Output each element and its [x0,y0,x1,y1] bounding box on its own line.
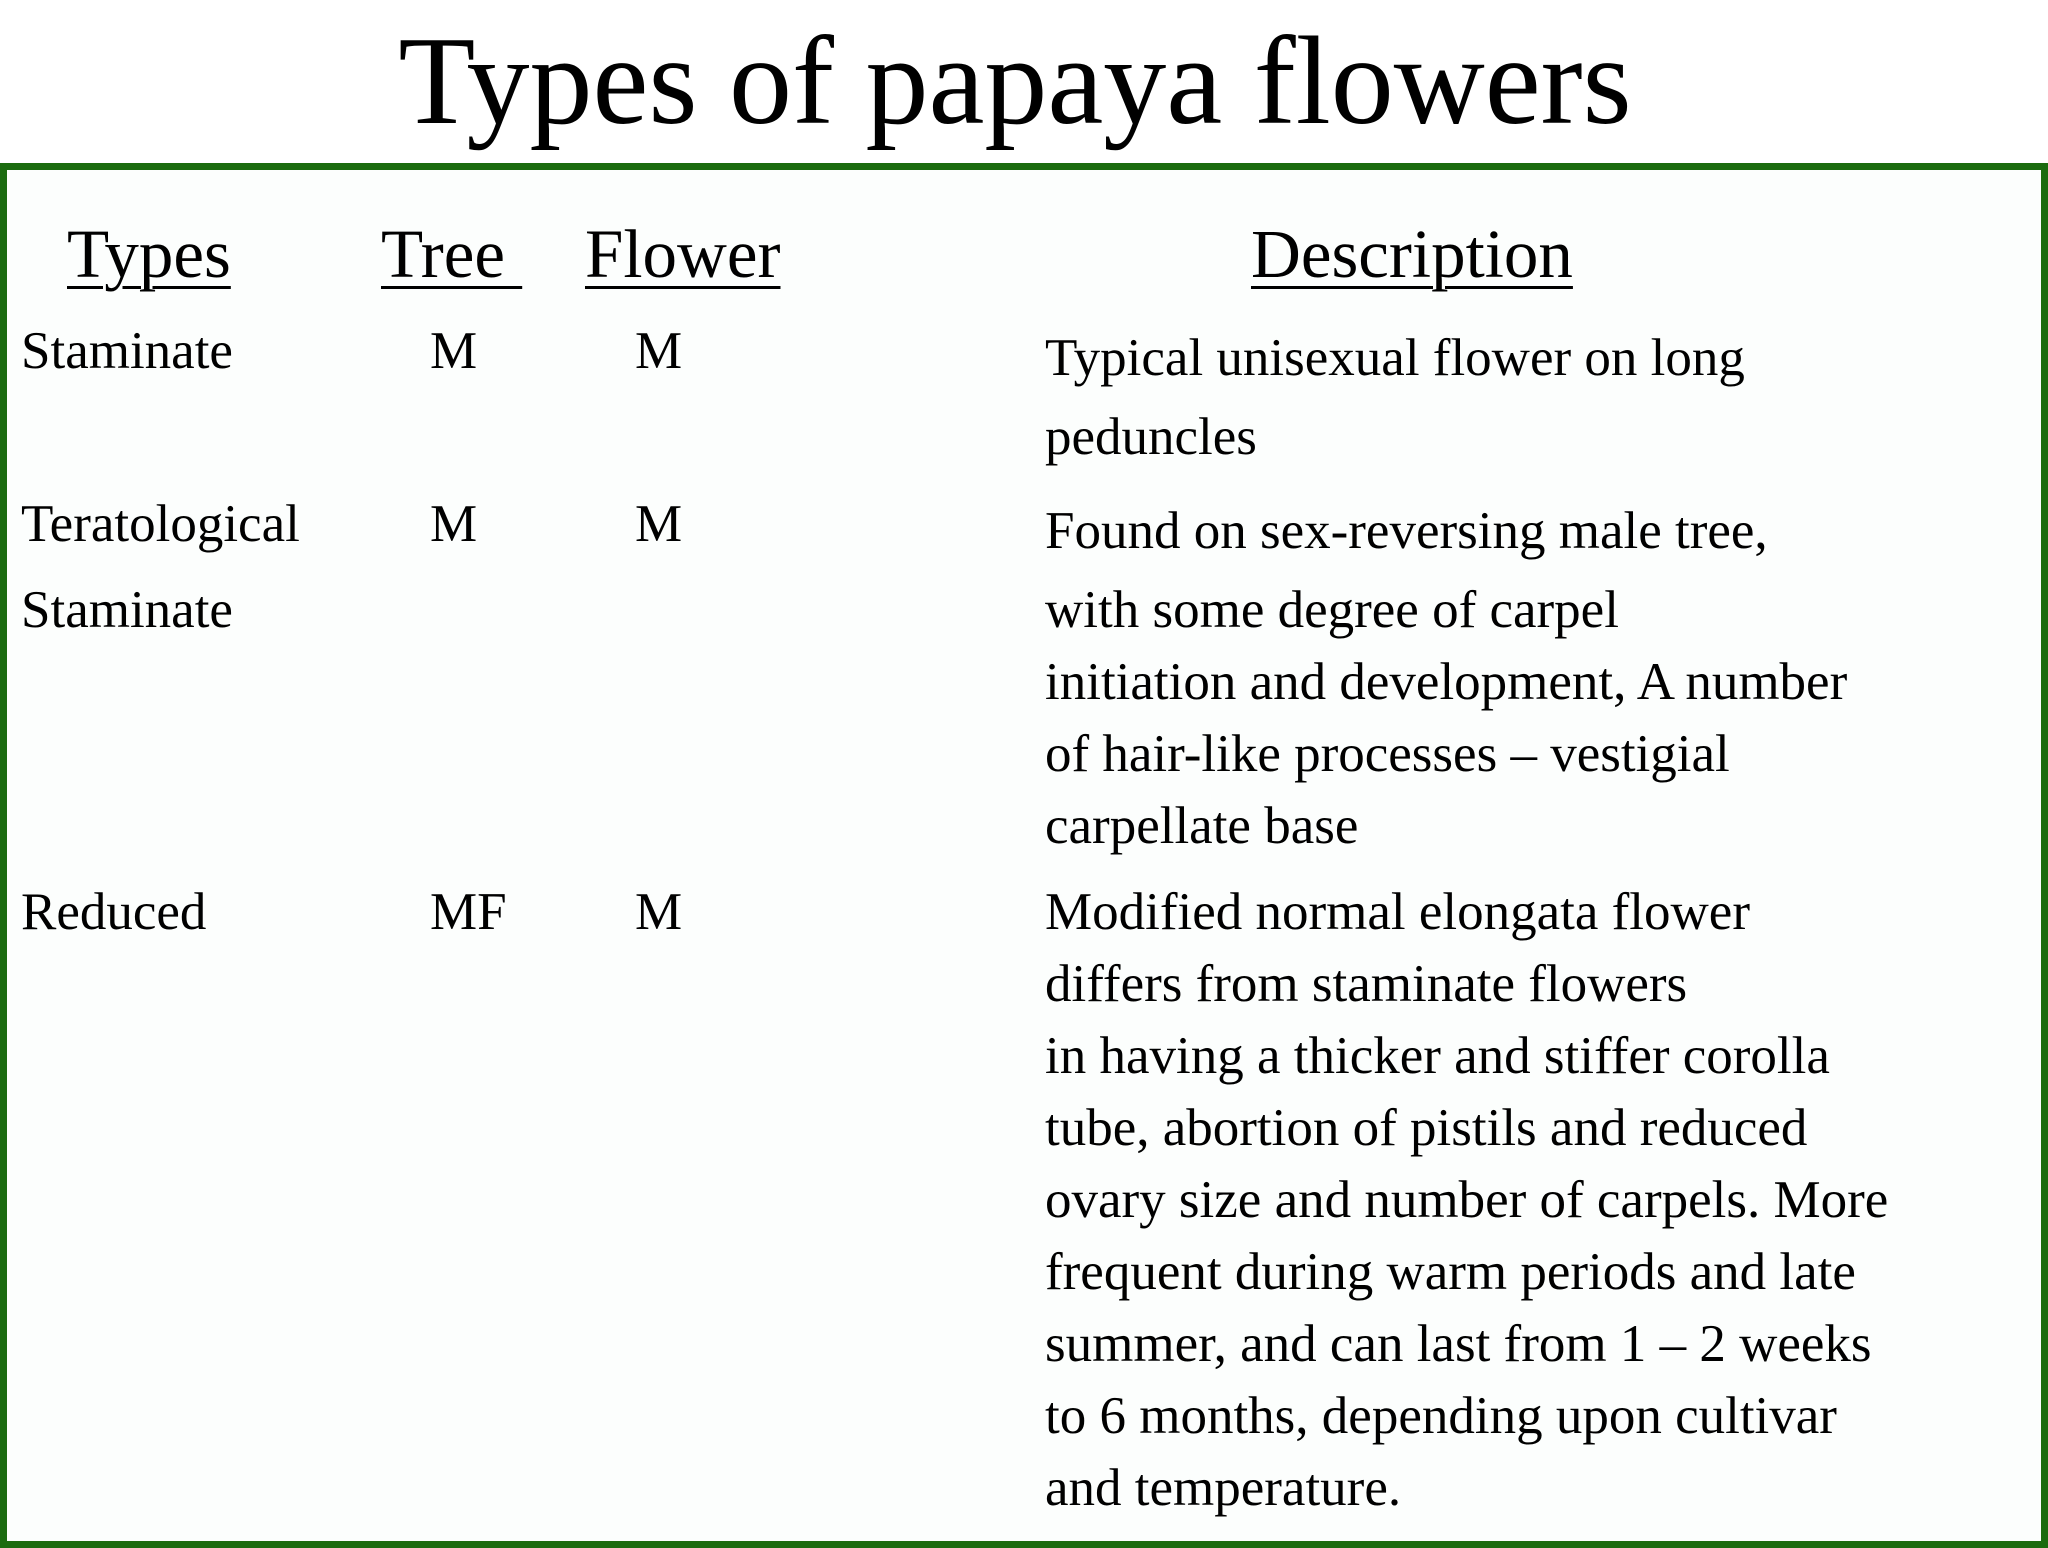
table-row-1-type: Staminate [21,322,233,380]
description-line: peduncles [1045,408,1257,466]
table-row-1-description [1045,315,1745,473]
table-row-1-tree: M [430,322,478,380]
table-row-3-type: Reduced [21,883,207,941]
description-line: differs from staminate flowers [1045,955,1688,1013]
description-line: to 6 months, depending upon cultivar [1045,1387,1837,1445]
table-frame [0,163,2048,1548]
column-header-types: Types [67,216,231,292]
description-line: in having a thicker and stiffer corolla [1045,1027,1830,1085]
table-row-3-flower: M [635,883,683,941]
column-header-tree: Tree [381,216,523,292]
description-line: initiation and development, A number [1045,653,1848,711]
description-line: with some degree of carpel [1045,581,1619,639]
column-header-description: Description [1251,216,1573,292]
description-line: frequent during warm periods and late [1045,1243,1856,1301]
table-row-2-tree: M [430,495,478,553]
description-line: of hair-like processes – vestigial [1045,725,1730,783]
table-row-2-type-line-2: Staminate [21,581,233,639]
description-line: tube, abortion of pistils and reduced [1045,1099,1808,1157]
table-row-2-description [1045,488,1847,862]
table-row-2-flower: M [635,495,683,553]
table-row-3-description [1045,876,1888,1524]
description-line: and temperature. [1045,1459,1402,1517]
description-line: carpellate base [1045,797,1359,855]
table-row-2-type-line-1: Teratological [21,495,300,553]
column-header-flower: Flower [585,216,781,292]
description-line: Typical unisexual flower on long [1045,329,1745,387]
description-line: summer, and can last from 1 – 2 weeks [1045,1315,1872,1373]
table-row-1-flower: M [635,322,683,380]
description-line: ovary size and number of carpels. More [1045,1171,1889,1229]
slide-title: Types of papaya flowers [398,12,1632,151]
table-row-3-tree: MF [430,883,507,941]
description-line: Found on sex-reversing male tree, [1045,502,1768,560]
description-line: Modified normal elongata flower [1045,883,1750,941]
